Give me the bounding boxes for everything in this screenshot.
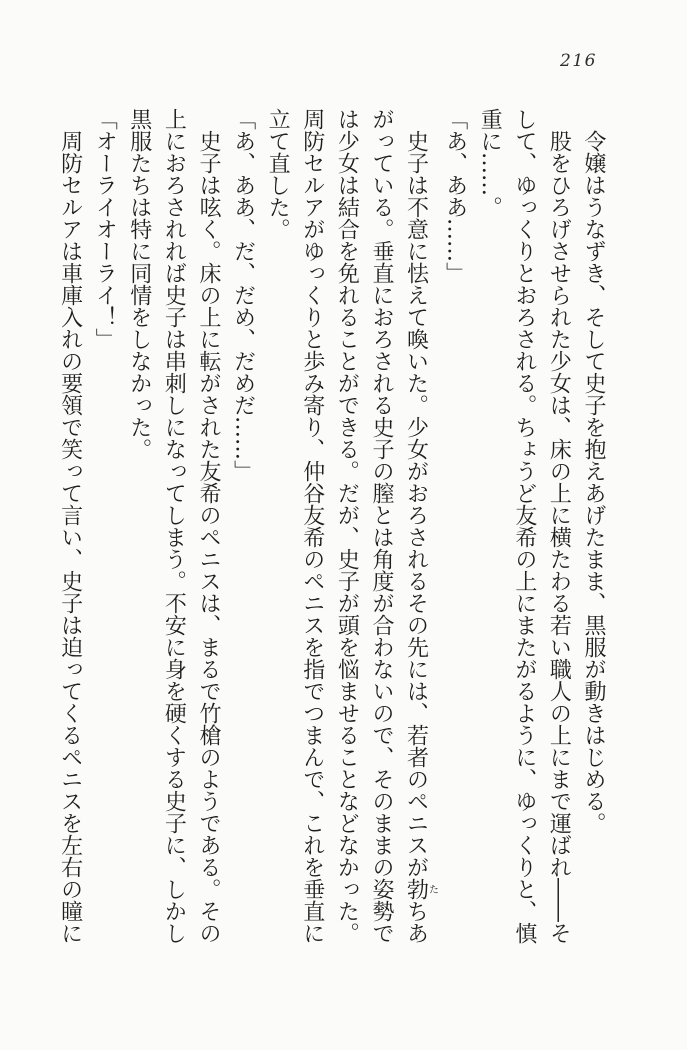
text-column: 股をひろげさせられた少女は、床の上に横たわる若い職人の上にまで運ばれ――そ — [546, 130, 572, 944]
text-column: 重に……。 — [477, 108, 503, 218]
text-column: 史子は不意に怯えて喚いた。少女がおろされるその先には、若者のペニスが勃たちあ — [403, 130, 438, 944]
text-column: 史子は呟く。床の上に転がされた友希のペニスは、まるで竹槍のようである。その — [195, 130, 221, 944]
text-column: して、ゆっくりとおろされる。ちょうど友希の上にまたがるように、ゆっくりと、慎 — [511, 108, 537, 944]
text-column: 「あ、ああ、だ、だめ、だめだ……」 — [230, 108, 256, 482]
vertical-text-block — [56, 108, 610, 964]
text-column: 「オーライオーライ！」 — [92, 108, 118, 350]
text-column: 上におろされれば史子は串刺しになってしまう。不安に身を硬くする史子に、しかし — [161, 108, 187, 944]
page-number: 216 — [560, 51, 597, 71]
text-column: 令嬢はうなずき、そして史子を抱えあげたまま、黒服が動きはじめる。 — [581, 130, 606, 834]
text-column: は少女は結合を免れることができる。だが、史子が頭を悩ませることなどなかった。 — [334, 108, 360, 944]
text-column: 「あ、ああ……」 — [442, 108, 468, 284]
text-column: 黒服たちは特に同情をしなかった。 — [126, 108, 152, 460]
ruby-annotation: 勃た — [403, 878, 438, 900]
text-column: 立て直した。 — [265, 108, 291, 240]
text-column: 周防セルアがゆっくりと歩み寄り、仲谷友希のペニスを指でつまんで、これを垂直に — [299, 108, 325, 944]
text-column: 周防セルアは車庫入れの要領で笑って言い、史子は迫ってくるペニスを左右の瞳に — [57, 130, 83, 944]
text-column: がっている。垂直におろされる史子の膣とは角度が合わないので、そのままの姿勢で — [368, 108, 394, 944]
